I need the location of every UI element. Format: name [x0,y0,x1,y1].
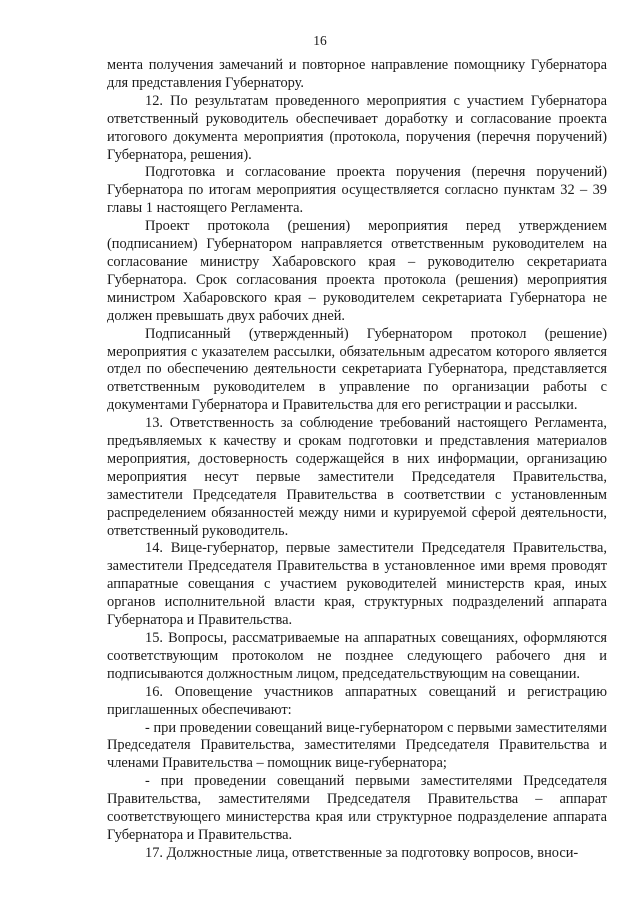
paragraph-protocol-draft: Проект протокола (решения) мероприятия перед утверждением (подписанием) Губернатором направляется ответственным руководителем на согласование министру Хабаровского края – руководителю секретариата Губернатора. Срок согласования проекта протокола (решения) мероприятия министром Хабаровского края – руководителем секретариата Губернатора не должен превышать двух рабочих дней. [107,218,607,324]
list-item-vice-governor: - при проведении совещаний вице-губернатором с первыми заместителями Председателя Правительства, заместителями Председателя Правительства и членами Правительства – помощник вице-губернатора; [107,719,607,772]
paragraph-signed-protocol: Подписанный (утвержденный) Губернатором протокол (решение) мероприятия с указателем рассылки, обязательным адресатом которого является отдел по обеспечению деятельности секретариата Губернатора, представляется ответственным руководителем в управление по организации работы с документами Губернатора и Правительства для его регистрации и рассылки. [107,325,607,414]
list-item-deputies: - при проведении совещаний первыми заместителями Председателя Правительства, заместителями Председателя Правительства – аппарат соответствующего министерства края или структурное подразделение аппарата Губернатора и Правительства. [107,773,607,843]
paragraph-item-17: 17. Должностные лица, ответственные за подготовку вопросов, вноси- [145,844,579,861]
paragraph-item-12: 12. По результатам проведенного мероприятия с участием Губернатора ответственный руководитель обеспечивает доработку и согласование проекта итогового документа мероприятия (протокола, поручения (перечня поручений) Губернатора, решения). [107,92,607,163]
paragraph-continuation: мента получения замечаний и повторное направление помощнику Губернатора для представления Губернатору. [107,57,607,91]
paragraph-item-15: 15. Вопросы, рассматриваемые на аппаратных совещаниях, оформляются соответствующим протоколом не позднее следующего рабочего дня и подписываются должностным лицом, председательствующим на совещании. [107,630,607,682]
paragraph-item-14: 14. Вице-губернатор, первые заместители Председателя Правительства, заместители Председателя Правительства в установленное ими время проводят аппаратные совещания с участием руководителей министерств края, иных органов исполнительной власти края, структурных подразделений аппарата Губернатора и Правительства. [107,540,607,629]
paragraph-item-16: 16. Оповещение участников аппаратных совещаний и регистрацию приглашенных обеспечивают: [107,683,607,718]
page-number: 16 [313,33,327,48]
document-body [107,57,607,863]
paragraph-item-13: 13. Ответственность за соблюдение требований настоящего Регламента, предъявляемых к качеству и срокам подготовки и представления материалов мероприятия, достоверность содержащейся в них информации, организацию мероприятия несут первые заместители Председателя Правительства, заместители Председателя Правительства в соответствии с установленным распределением обязанностей между ними и курируемой сферой деятельности, ответственный руководитель. [107,415,607,539]
paragraph-instruction-approval: Подготовка и согласование проекта поручения (перечня поручений) Губернатора по итогам мероприятия осуществляется согласно пунктам 32 – 39 главы 1 настоящего Регламента. [107,164,607,217]
